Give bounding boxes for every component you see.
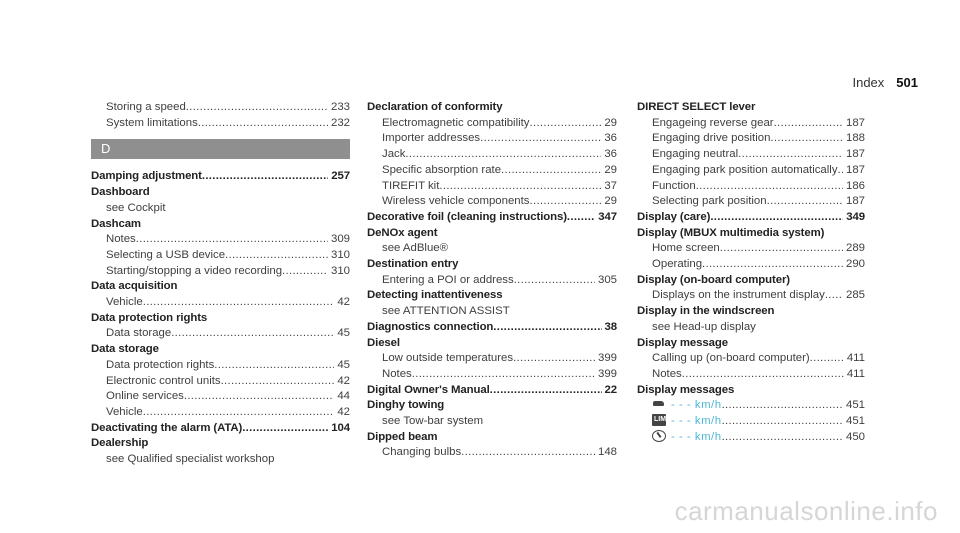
leader-dots [825,288,843,304]
index-heading-text: Dealership [91,437,149,450]
leader-dots [767,194,843,210]
leader-dots [171,326,334,342]
index-subentry-text: see AdBlue® [382,242,449,255]
index-subentry[interactable] [91,358,350,374]
index-subentry-text: Notes [382,367,412,380]
index-subentry-text: see Qualified specialist workshop [106,453,275,466]
index-subentry[interactable] [367,304,617,320]
index-subentry[interactable] [91,100,350,116]
leader-dots [501,163,601,179]
index-subentry-text: see Tow-bar system [382,415,484,428]
index-subentry[interactable] [91,116,350,132]
index-subentry-text: see Head-up display [652,320,756,333]
page-ref: 186 [845,179,865,192]
index-subentry-text: Notes [652,367,682,380]
index-heading-text: Deactivating the alarm (ATA) [91,421,243,434]
index-heading[interactable] [367,320,617,336]
page-ref: 44 [337,390,350,403]
index-subentry-text: Engaging park position automatically [652,163,838,176]
index-subentry-text: Importer addresses [382,132,481,145]
index-subentry[interactable] [91,452,350,468]
index-subentry[interactable] [637,147,865,163]
speed-placeholder: - - - km/h [671,430,722,443]
index-heading-text: Declaration of conformity [367,101,503,113]
index-subentry[interactable] [367,179,617,195]
page-ref: 42 [337,296,350,309]
index-subentry-text: Home screen [652,242,720,255]
page-ref: 187 [845,163,865,176]
index-subentry-text: Electronic control units [106,374,221,387]
page-ref: 187 [845,116,865,129]
index-heading-text: Detecting inattentiveness [367,289,503,302]
index-heading[interactable] [91,217,350,233]
index-subentry-text: Engageing reverse gear [652,116,774,129]
page-ref: 45 [337,327,350,340]
leader-dots [143,295,335,311]
index-heading-text: Display (care) [637,210,711,223]
page-ref: 37 [604,179,617,192]
index-heading[interactable] [637,304,865,320]
leader-dots [738,147,843,163]
page-ref: 29 [604,163,617,176]
leader-dots [513,351,595,367]
index-subentry-text: Starting/stopping a video recording [106,264,283,277]
index-subentry[interactable] [91,326,350,342]
page-ref: 411 [846,352,865,365]
index-subentry[interactable] [91,374,350,390]
leader-dots [722,414,843,430]
page-ref: 289 [845,242,865,255]
index-subentry[interactable] [91,201,350,217]
leader-dots [221,374,335,390]
display-message-entry[interactable] [637,398,865,414]
leader-dots [490,383,602,399]
index-subentry[interactable] [637,179,865,195]
index-subentry[interactable] [637,351,865,367]
index-heading[interactable] [91,169,350,185]
message-label [652,430,722,446]
leader-dots [493,320,601,336]
index-heading-text: DIRECT SELECT lever [637,101,756,113]
display-message-entry[interactable] [637,430,865,446]
leader-dots [461,445,595,461]
index-heading-text: Data storage [91,343,159,356]
index-subentry-text: Engaging neutral [652,148,739,161]
leader-dots [439,179,601,195]
index-heading[interactable] [367,288,617,304]
leader-dots [702,257,843,273]
index-subentry[interactable] [91,264,350,280]
leader-dots [720,241,843,257]
index-heading[interactable] [367,383,617,399]
leader-dots [696,179,843,195]
index-subentry-text: Engaging drive position [652,132,771,145]
index-subentry-text: see Cockpit [106,201,166,214]
index-heading[interactable] [367,398,617,414]
page-ref: 187 [845,195,865,208]
index-subentry[interactable] [367,367,617,383]
leader-dots [214,358,334,374]
page-ref: 290 [845,258,865,271]
index-heading-text: Display (MBUX multimedia system) [637,226,825,239]
index-heading[interactable] [91,311,350,327]
index-subentry[interactable] [367,147,617,163]
lim-icon [652,414,666,426]
page-ref: 305 [597,273,617,286]
index-subentry-text: Wireless vehicle components [382,195,530,208]
page-ref: 29 [604,116,617,129]
leader-dots [242,421,328,437]
index-heading[interactable] [367,336,617,352]
index-heading-text: Dipped beam [367,430,438,443]
index-heading[interactable] [637,383,865,399]
index-subentry[interactable] [91,248,350,264]
leader-dots [202,169,328,185]
index-heading-text: Dashboard [91,186,150,199]
index-subentry-text: Operating [652,258,703,271]
leader-dots [810,351,844,367]
index-subentry[interactable] [637,320,865,336]
index-subentry[interactable] [637,131,865,147]
page-ref: 285 [845,289,865,302]
index-subentry-text: Notes [106,233,136,246]
index-heading-text: Diagnostics connection [367,320,494,333]
page-ref: 347 [598,210,617,223]
page-ref: 36 [604,132,617,145]
leader-dots [682,367,844,383]
index-subentry-text: Online services [106,390,184,403]
index-subentry-text: Calling up (on-board computer) [652,352,810,365]
page-ref: 188 [845,132,865,145]
leader-dots [405,147,601,163]
index-heading[interactable] [91,342,350,358]
leader-dots [530,116,602,132]
index-column-3 [637,100,865,445]
leader-dots [480,131,601,147]
leader-dots [143,405,335,421]
page-ref: 36 [604,148,617,161]
index-subentry[interactable] [367,163,617,179]
index-subentry[interactable] [637,367,865,383]
index-subentry[interactable] [91,232,350,248]
index-heading-text: Display message [637,336,728,349]
message-label [652,398,722,414]
index-heading-text: DeNOx agent [367,226,438,239]
leader-dots [282,264,328,280]
leader-dots [184,389,334,405]
page-ref: 45 [337,358,350,371]
index-subentry-text: Low outside temperatures [382,352,514,365]
index-subentry-text: Displays on the instrument display [652,289,825,302]
index-subentry-text: Specific absorption rate [382,163,502,176]
display-message-entry[interactable] [637,414,865,430]
speed-placeholder: - - - km/h [671,399,722,412]
index-subentry[interactable] [91,405,350,421]
page-ref: 42 [337,405,350,418]
index-heading-text: Display in the windscreen [637,305,775,318]
index-heading-text: Digital Owner's Manual [367,383,490,396]
index-subentry-text: Selecting a USB device [106,248,226,261]
leader-dots [770,131,843,147]
index-subentry[interactable] [367,445,617,461]
leader-dots [514,273,595,289]
index-heading[interactable] [637,210,865,226]
leader-dots [198,116,328,132]
index-subentry[interactable] [367,116,617,132]
index-subentry[interactable] [637,116,865,132]
index-heading-text: Data acquisition [91,280,178,293]
page-ref: 399 [597,367,617,380]
index-heading[interactable] [91,279,350,295]
page-ref: 148 [597,446,617,459]
index-subentry[interactable] [637,194,865,210]
index-subentry-text: Function [652,179,696,192]
leader-dots [722,398,843,414]
index-heading-text: Diesel [367,336,400,349]
index-subentry[interactable] [367,273,617,289]
index-column-1 [91,100,350,468]
page-ref: 233 [330,101,350,113]
index-heading-text: Display messages [637,383,735,396]
leader-dots [774,116,843,132]
index-subentry-text: Electromagnetic compatibility [382,116,530,129]
page-ref: 451 [845,415,865,428]
leader-dots [567,210,595,226]
index-subentry-text: Data protection rights [106,358,215,371]
page-ref: 29 [604,195,617,208]
index-heading[interactable] [637,100,865,116]
index-subentry-text: Storing a speed [106,101,186,113]
index-subentry-text: Data storage [106,327,172,340]
index-heading[interactable] [637,336,865,352]
leader-dots [412,367,595,383]
index-subentry-text: see ATTENTION ASSIST [382,305,510,318]
page-ref: 257 [331,170,350,183]
index-heading-text: Damping adjustment [91,170,202,183]
page-ref: 22 [604,383,617,396]
index-subentry[interactable] [637,241,865,257]
index-subentry[interactable] [637,163,865,179]
leader-dots [530,194,602,210]
leader-dots [225,248,328,264]
index-subentry-text: Jack [382,148,406,161]
message-label [652,414,722,430]
car-distance-icon [652,398,666,410]
section-title: Index [852,75,885,90]
index-heading[interactable] [91,436,350,452]
leader-dots [136,232,328,248]
page-ref: 232 [330,116,350,129]
index-heading[interactable] [367,257,617,273]
watermark: carmanualsonline.info [674,496,938,526]
page-ref: 42 [337,374,350,387]
index-subentry[interactable] [91,295,350,311]
index-subentry-text: Entering a POI or address [382,273,514,286]
index-subentry[interactable] [367,131,617,147]
index-subentry-text: Vehicle [106,296,143,309]
index-heading[interactable] [637,273,865,289]
page-ref: 187 [845,148,865,161]
speedometer-icon [652,430,666,442]
index-heading-text: Dinghy towing [367,399,445,412]
index-subentry[interactable] [91,389,350,405]
index-heading-text: Destination entry [367,258,459,271]
index-subentry-text: TIREFIT kit [382,179,440,192]
index-heading-text: Data protection rights [91,311,208,324]
index-heading[interactable] [367,226,617,242]
letter-section-bar: D [91,139,350,159]
leader-dots [186,100,328,116]
index-heading[interactable] [91,185,350,201]
page-ref: 38 [604,320,617,333]
index-heading[interactable] [367,100,617,116]
index-subentry[interactable] [367,351,617,367]
index-subentry-text: Vehicle [106,405,143,418]
index-subentry[interactable] [367,194,617,210]
page-ref: 104 [331,421,350,434]
page-header [852,75,918,90]
page-ref: 310 [330,264,350,277]
index-heading[interactable] [91,421,350,437]
index-heading-text: Display (on-board computer) [637,273,790,286]
speed-placeholder: - - - km/h [671,415,722,428]
page-ref: 399 [597,352,617,365]
page-ref: 450 [845,430,865,443]
page-number: 501 [896,75,918,90]
index-heading-text: Dashcam [91,217,141,230]
index-subentry-text: System limitations [106,116,198,129]
page-ref: 309 [330,233,350,246]
index-heading[interactable] [637,226,865,242]
index-subentry-text: Changing bulbs [382,446,462,459]
index-subentry[interactable] [637,288,865,304]
index-heading[interactable] [367,430,617,446]
page-ref: 310 [330,248,350,261]
index-heading-text: Decorative foil (cleaning instructions) [367,210,567,223]
page-ref: 451 [845,399,865,412]
page-ref: 411 [846,367,865,380]
leader-dots [722,430,843,446]
leader-dots [710,210,843,226]
index-subentry[interactable] [367,414,617,430]
index-subentry[interactable] [637,257,865,273]
index-subentry[interactable] [367,241,617,257]
index-heading[interactable] [367,210,617,226]
page-ref: 349 [846,210,865,223]
index-column-2 [367,100,617,461]
index-subentry-text: Selecting park position [652,195,767,208]
